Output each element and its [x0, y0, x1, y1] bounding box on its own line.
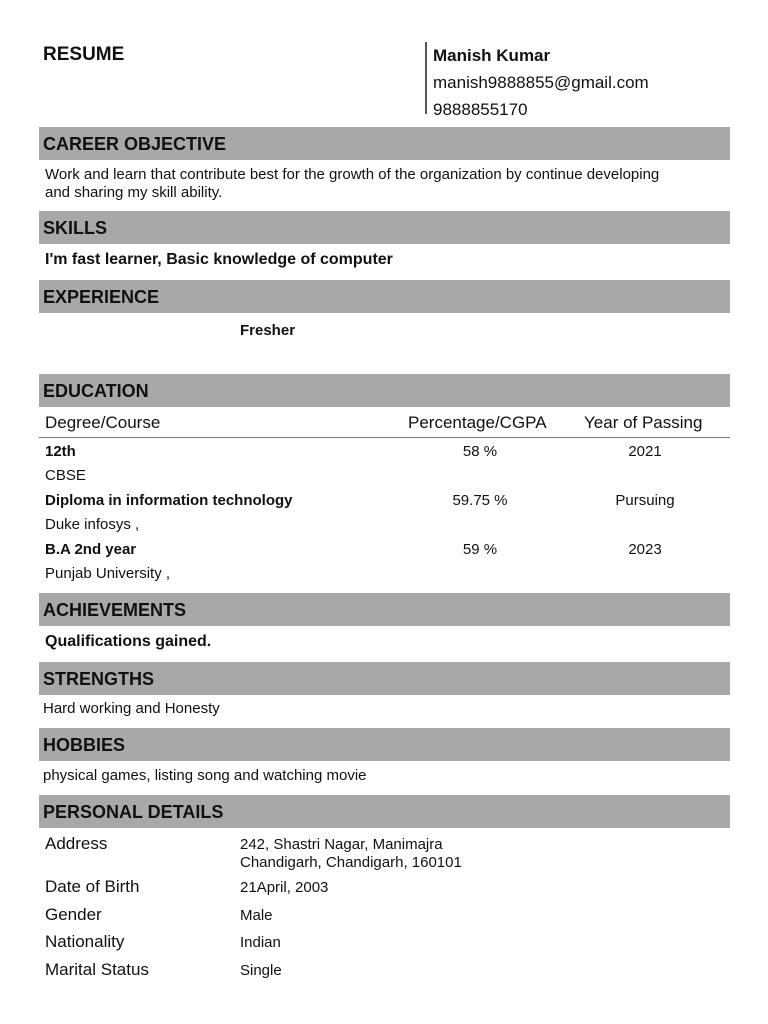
education-heading: EDUCATION [39, 374, 730, 407]
column-percentage: Percentage/CGPA [408, 413, 547, 432]
degree-institute: Punjab University , [45, 565, 171, 582]
address-line-2: Chandigarh, Chandigarh, 160101 [240, 854, 462, 871]
resume-title: RESUME [43, 44, 125, 65]
column-year: Year of Passing [584, 413, 703, 432]
gender-value: Male [240, 907, 273, 924]
contact-block [425, 42, 733, 119]
achievements-text: Qualifications gained. [45, 633, 212, 650]
dob-label: Date of Birth [45, 877, 140, 896]
strengths-heading: STRENGTHS [39, 662, 730, 695]
experience-heading: EXPERIENCE [39, 280, 730, 313]
dob-value: 21April, 2003 [240, 879, 329, 896]
address-label: Address [45, 834, 108, 853]
candidate-name: Manish Kumar [433, 46, 551, 65]
experience-text: Fresher [240, 322, 296, 339]
candidate-email: manish9888855@gmail.com [433, 73, 649, 92]
address-line-1: 242, Shastri Nagar, Manimajra [240, 836, 443, 853]
degree-institute: Duke infosys , [45, 516, 140, 533]
candidate-phone: 9888855170 [433, 100, 528, 119]
degree-year: 2021 [628, 443, 662, 460]
career-objective-line-1: Work and learn that contribute best for the growth of the organization by continue developing [45, 166, 660, 183]
career-objective-heading: CAREER OBJECTIVE [39, 127, 730, 160]
achievements-heading: ACHIEVEMENTS [39, 593, 730, 626]
degree-year: 2023 [628, 541, 662, 558]
nationality-label: Nationality [45, 932, 125, 951]
degree-name: B.A 2nd year [45, 541, 137, 558]
strengths-text: Hard working and Honesty [43, 700, 220, 717]
career-objective-line-2: and sharing my skill ability. [45, 184, 223, 201]
degree-name: Diploma in information technology [45, 492, 293, 509]
education-table-header [39, 411, 730, 438]
degree-name: 12th [45, 443, 76, 460]
degree-percentage: 59.75 % [452, 492, 508, 509]
education-row [39, 490, 730, 514]
degree-institute: CBSE [45, 467, 86, 484]
hobbies-heading: HOBBIES [39, 728, 730, 761]
degree-percentage: 58 % [462, 443, 498, 460]
skills-heading: SKILLS [39, 211, 730, 244]
marital-status-label: Marital Status [45, 960, 149, 979]
nationality-value: Indian [240, 934, 281, 951]
hobbies-text: physical games, listing song and watching movie [43, 767, 367, 784]
gender-label: Gender [45, 905, 102, 924]
personal-details-heading: PERSONAL DETAILS [39, 795, 730, 828]
column-degree: Degree/Course [45, 413, 161, 432]
marital-status-value: Single [240, 962, 282, 979]
education-row [39, 441, 730, 465]
degree-percentage: 59 % [462, 541, 498, 558]
education-row [39, 539, 730, 563]
skills-text: I'm fast learner, Basic knowledge of computer [45, 251, 393, 268]
degree-year: Pursuing [615, 492, 675, 509]
